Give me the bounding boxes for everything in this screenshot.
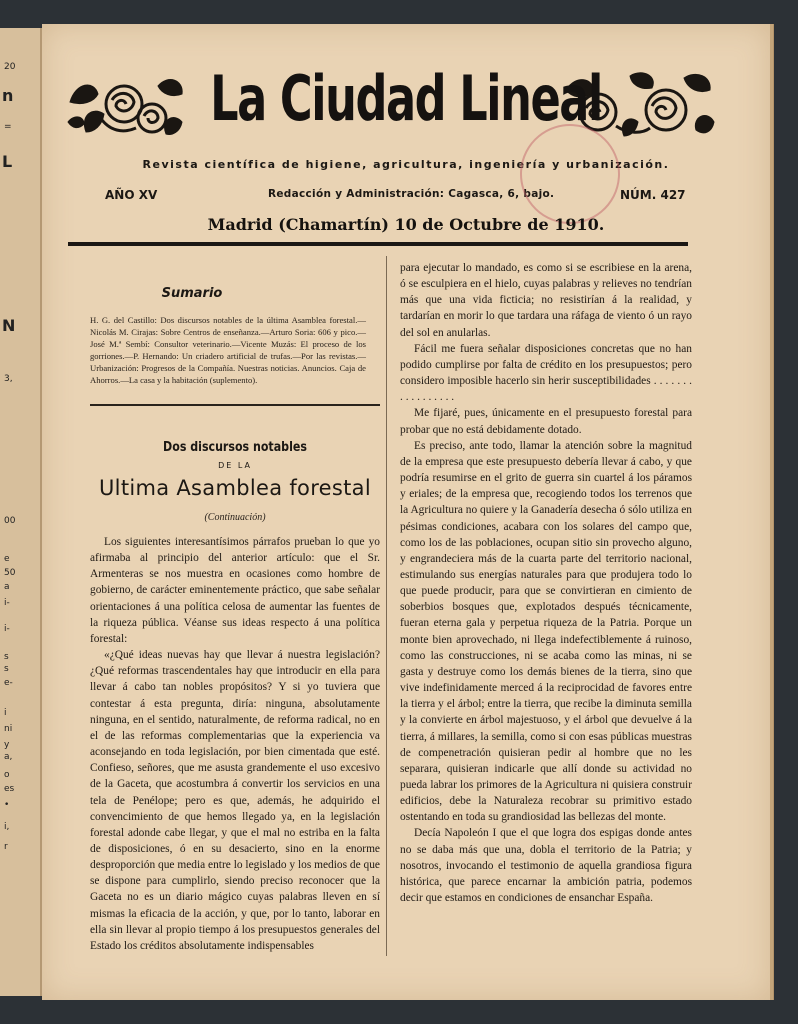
article-paragraph: Me fijaré, pues, únicamente en el presupuesto forestal para probar que no está debidamente dotado. [400,407,692,436]
header-rule [68,242,688,246]
prev-page-fragment: N [2,316,16,335]
article-paragraph: Es preciso, ante todo, llamar la atención sobre la magnitud de la empresa que este presupuesto debería llevar á cabo, y que podría resumirse en el grito de guerra sin cuartel á los páramos y eriales; de la empresa que, recogiendo todos los terrenos que la Agricultura no quiere y la Ganadería desecha ó sólo utiliza en pésimas condiciones, acabara con los solares del campo que, como los de las poblaciones, ocupan sitio sin provecho alguno, y engrandeciera más de la cuarta parte del territorio nacional, estimulando sus energías naturales para que produjera todo lo que puede producir, para que se convirtieran en cimiento de soberbios bosques que, explotados después técnicamente, fueran eterna gala y perpetua riqueza de la Patria. Porque un monte bien aprovechado, ni llega indefectiblemente á ruinoso, como las construcciones, ni se acaba como las minas, ni se gasta y destruye como los demás bienes de la tierra, sino que vive indefinidamente merced á la reciprocidad de favores entre la tierra y el árbol; entre la tierra, que recibe la diminuta semilla y la convierte en árbol majestuoso, y el árbol que devuelve á la tierra, á millares, la semilla, como si con esas públicas muestras de compenetración quisieran pedir al hombre que no les separara, quisieran indicarle que allí donde su actividad no pueda labrar los primores de la Agricultura ni quisiera construir edificios, debe la Naturaleza recobrar su primitivo estado ostentando en toda su grandiosidad las bellezas del monte. [400,439,692,824]
article-left-column [90,534,380,954]
prev-page-fragment: y [4,740,10,750]
article-de-la: DE LA [218,461,252,470]
ellipsis-dots: . . . . . . . . . . . . . . . . . [400,375,692,404]
prev-page-fragment: s [4,664,9,674]
prev-page-fragment: i [4,708,7,718]
masthead-subtitle: Revista científica de higiene, agricultura, ingeniería y urbanización. [142,158,670,171]
issue-year: AÑO XV [105,188,158,202]
prev-page-fragment: 50 [4,568,16,578]
masthead-title: La Ciudad Lineal [210,62,602,135]
prev-page-fragment: ni [4,724,13,734]
article-paragraph: Los siguientes interesantísimos párrafos prueban lo que yo afirmaba al principio del anterior artículo: que el Sr. Armenteras se nos muestra en ocasiones como hombre de gobierno, de carácter eminentemente práctico, que sabe señalar orientaciones á una política celosa de aumentar las fuentes de la riqueza pública. Véanse sus ideas respecto á una política forestal: [90,536,380,645]
prev-page-fragment: i- [4,624,10,634]
prev-page-fragment: o [4,770,10,780]
prev-page-fragment: L [2,152,13,171]
article-title: Ultima Asamblea forestal [99,476,371,500]
newspaper-page [42,24,773,1000]
prev-page-fragment: e- [4,678,13,688]
article-paragraph: Decía Napoleón I que el que logra dos espigas donde antes no se daba más que una, dobla el territorio de la Patria; y nosotros, invocando el testimonio de aquella grandiosa figura histórica, que parece encarnar la ambición patria, podemos decir que estamos en condiciones de ensanchar España. [400,827,692,905]
prev-page-fragment: = [4,122,12,132]
article-paragraph-text: Fácil me fuera señalar disposiciones concretas que no han podido cumplirse por falta de crédito en los presupuestos; pero considero imposible hacerlo sin herir susceptibilidades [400,342,692,388]
prev-page-fragment: s [4,652,9,662]
prev-page-fragment: a [4,582,10,592]
office-address: Redacción y Administración: Cagasca, 6, bajo. [268,188,555,200]
prev-page-fragment: es [4,784,15,794]
prev-page-fragment: r [4,842,8,852]
prev-page-fragment: 3, [4,374,13,384]
column-divider [386,256,387,956]
summary-heading: Sumario [161,286,223,301]
article-right-column [400,260,692,906]
prev-page-fragment: e [4,554,10,564]
prev-page-fragment: i, [4,822,10,832]
dateline: Madrid (Chamartín) 10 de Octubre de 1910. [207,215,605,234]
prev-page-fragment: 20 [4,62,16,72]
prev-page-fragment: 00 [4,516,16,526]
article-paragraph [400,341,692,406]
issue-number: NÚM. 427 [620,188,686,202]
summary-text: H. G. del Castillo: Dos discursos notables de la última Asamblea forestal.—Nicolás M. Cirajas: Sobre Centros de enseñanza.—Arturo Soria: 606 y pico.—José M.ª Sembí: Consultor veterinario.—Vicente Muzás: El proceso de los gorriones.—P. Hernando: Un criadero artificial de trufas.—Por las revistas.—Urbanización: Progresos de la Compañía. Nuestras noticias. Anuncios. Caja de Ahorros.—La casa y la habitación (suplemento). [90,315,366,385]
prev-page-fragment: i- [4,598,10,608]
summary-rule [90,404,380,406]
previous-page-edge [0,28,42,996]
prev-page-fragment: • [4,800,10,810]
article-kicker: Dos discursos notables [163,440,307,455]
prev-page-fragment: a, [4,752,13,762]
prev-page-fragment: n [2,86,14,105]
article-paragraph: «¿Qué ideas nuevas hay que llevar á nuestra legislación? ¿Qué reformas trascendentales hay que introducir en ella para llevar á cabo tan nobles propósitos? Y si yo tuviera que contestar á esta pregunta, diría: ninguna, absolutamente ninguna, en el sentido, naturalmente, de reforma radical, no en el de las reformas complementarias que la experiencia va aconsejando en toda legislación, por bien cimentada que esté. Confieso, señores, que me asusta grandemente el uso excesivo de la Gaceta, que acostumbra á convertir los servicios en una tela de Penélope; pero es que, además, he adquirido el convencimiento de que hemos llegado ya, en la legislación forestal adonde cabe llegar, y que el mal no estriba en la falta de disposiciones, ó en su desacierto, sino en la enorme desproporción que media entre lo legislado y los medios de que se dispone para cumplirlo, siendo preciso reconocer que la Gaceta no es un diario mágico cuyas palabras lleven en sí mismas la eficacia de la acción, y que, por lo tanto, laborar en ella sin llevar al propio tiempo á los presupuestos generales del Estado los créditos absolutamente indispensables [90,649,380,952]
article-paragraph: para ejecutar lo mandado, es como si se escribiese en la arena, ó se esculpiera en el hielo, cuyas palabras y relieves no tendrían más que una vida ficticia; no resistirían á la realidad, y tardarían en morir lo que tardara una ráfaga de viento ó un rayo del sol en anularlas. [400,262,692,339]
article-continuation: (Continuación) [204,512,266,523]
